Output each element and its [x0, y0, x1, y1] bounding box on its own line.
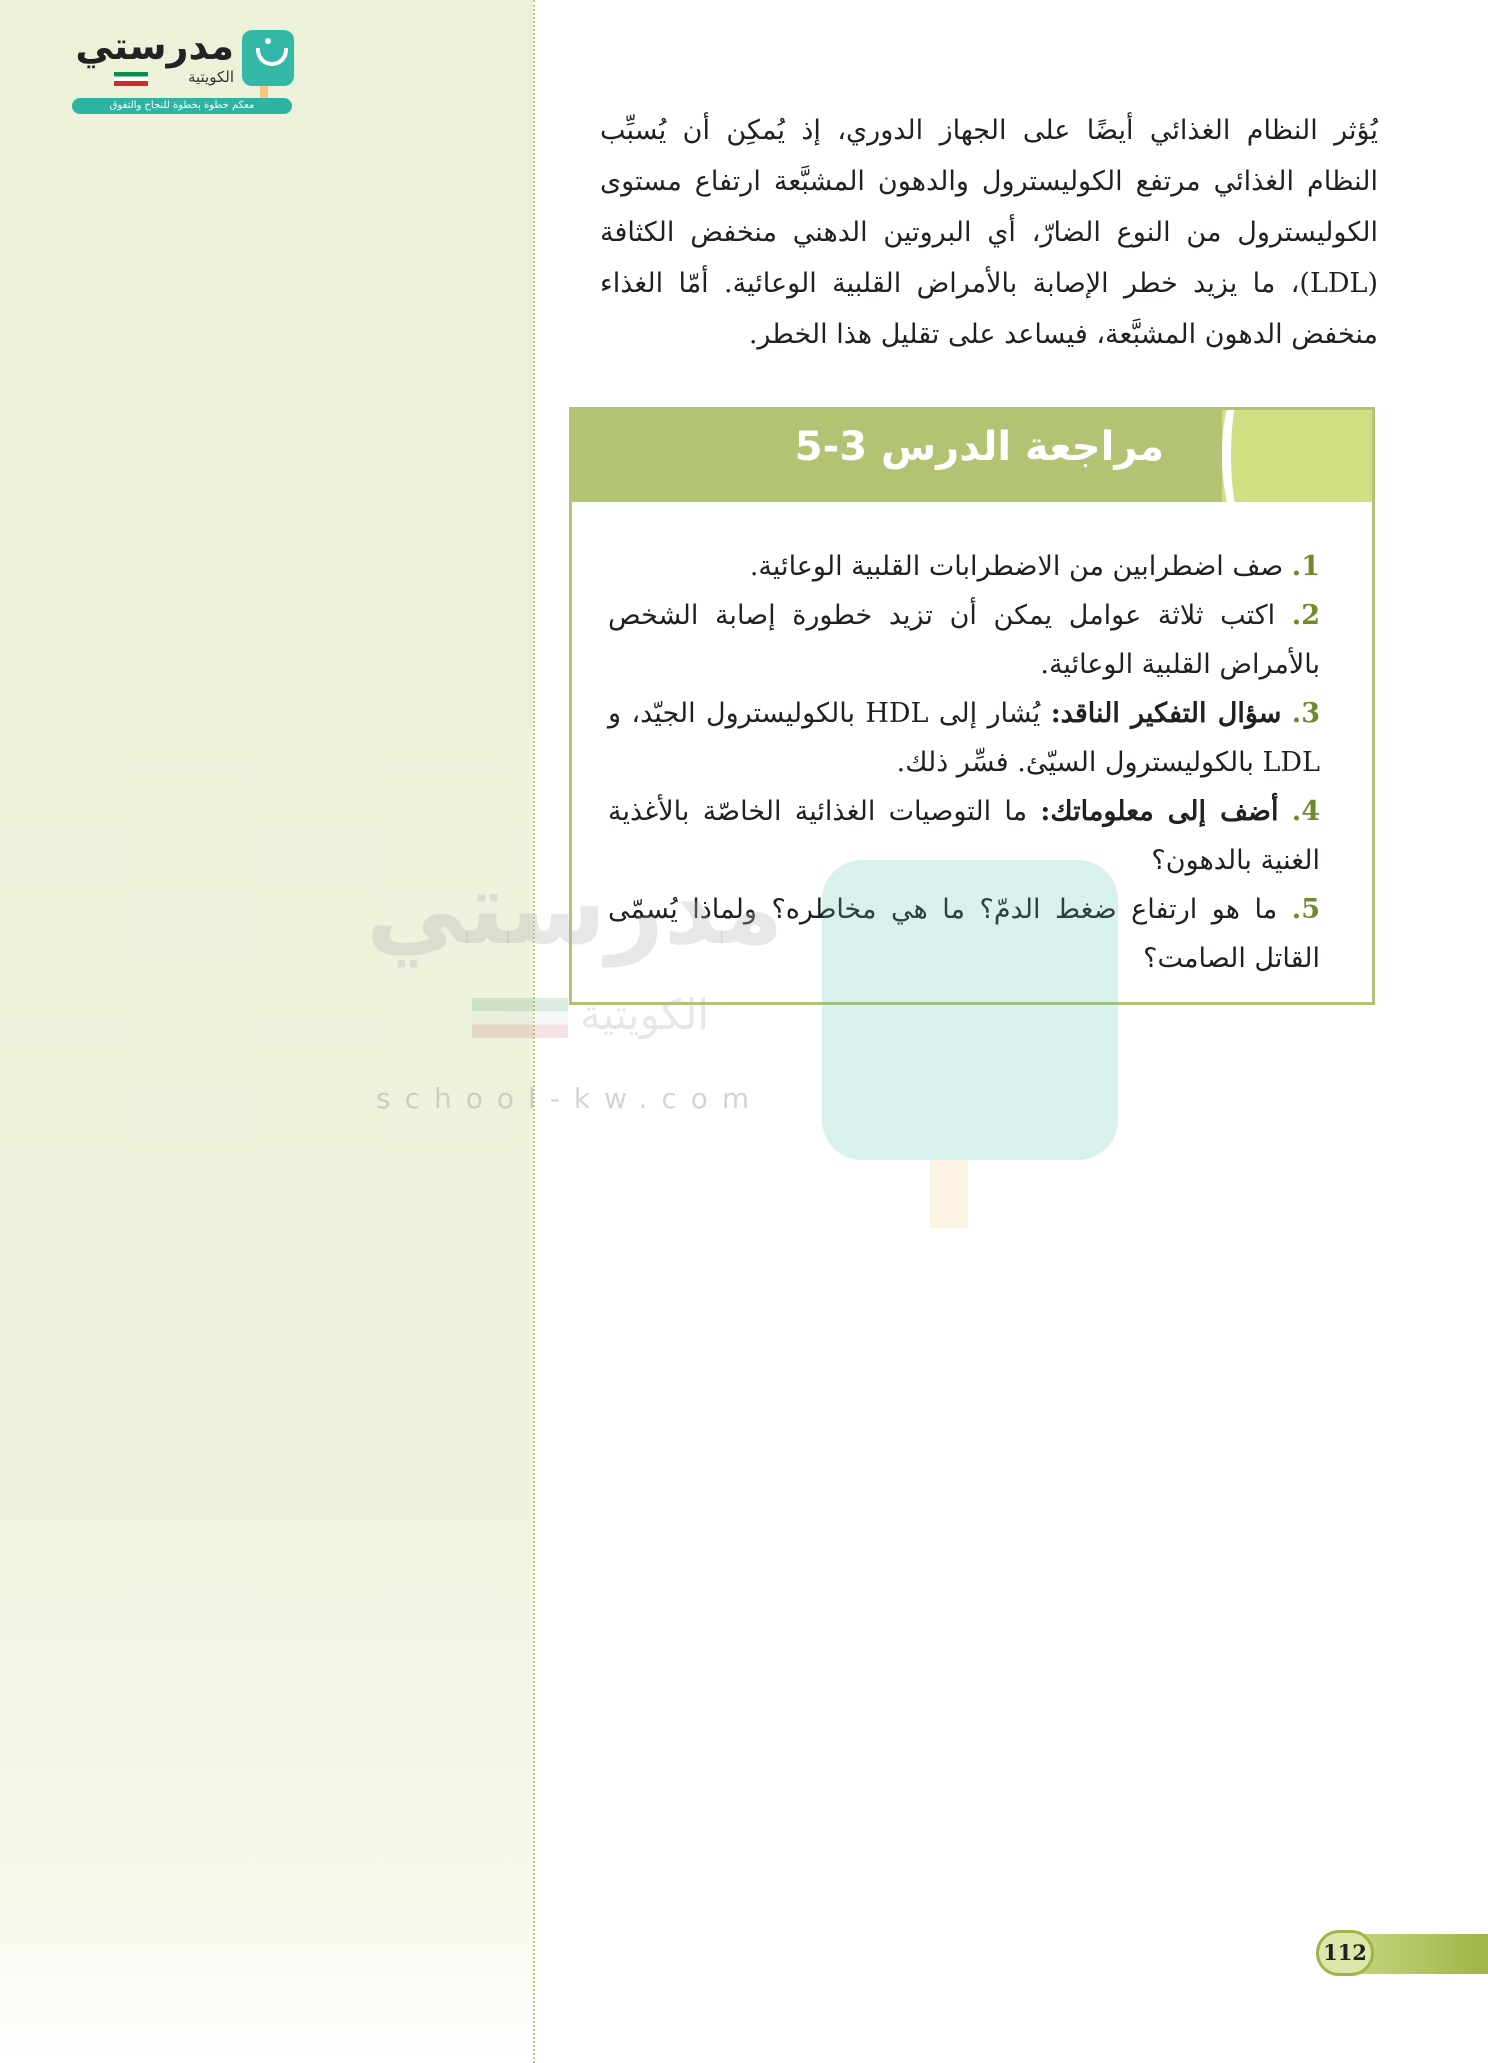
watermark-url: school-kw.com [376, 1082, 764, 1115]
question-text: صف اضطرابين من الاضطرابات القلبية الوعائية. [749, 551, 1284, 582]
book-logo-icon [242, 30, 294, 86]
question-number: 4. [1291, 796, 1320, 827]
question-text: يُشار إلى HDL بالكوليسترول الجيّد، و LDL بالكوليسترول السيّئ. فسِّر ذلك. [608, 698, 1320, 778]
question-text: ما التوصيات الغذائية الخاصّة بالأغذية الغنية بالدهون؟ [608, 796, 1320, 876]
question-label: أضف إلى معلوماتك: [1040, 796, 1279, 827]
page-number: 112 [1316, 1930, 1374, 1976]
question-label: سؤال التفكير الناقد: [1050, 698, 1282, 729]
lesson-review-box [569, 407, 1375, 1005]
question-text: ما هو ارتفاع ضغط الدمّ؟ ما هي مخاطره؟ ولماذا يُسمّى القاتل الصامت؟ [608, 894, 1320, 974]
question-number: 2. [1291, 600, 1320, 631]
review-questions-list [608, 542, 1320, 983]
watermark-brand: مدرستي [366, 850, 784, 967]
intro-paragraph: يُؤثر النظام الغذائي أيضًا على الجهاز الدوري، إذ يُمكِن أن يُسبِّب النظام الغذائي مرتفع الكوليسترول والدهون المشبَّعة ارتفاع مستوى الكوليسترول من النوع الضارّ، أي البروتين الدهني منخفض الكثافة (LDL)، ما يزيد خطر الإصابة بالأمراض القلبية الوعائية. أمّا الغذاء منخفض الدهون المشبَّعة، فيساعد على تقليل هذا الخطر. [600, 115, 1379, 350]
sidebar [0, 0, 533, 2063]
watermark-country: الكويتية [580, 990, 709, 1039]
question-number: 3. [1291, 698, 1320, 729]
review-question-2 [608, 591, 1320, 689]
logo-brand-text: مدرستي [75, 24, 234, 68]
question-text: اكتب ثلاثة عوامل يمكن أن تزيد خطورة إصابة الشخص بالأمراض القلبية الوعائية. [608, 600, 1320, 680]
review-question-5 [608, 885, 1320, 983]
sidebar-dotted-divider [533, 0, 535, 2063]
review-question-1 [608, 542, 1320, 591]
question-number: 1. [1291, 551, 1320, 582]
lesson-review-header [572, 410, 1372, 502]
logo-country-text: الكويتية [187, 68, 234, 86]
question-number: 5. [1291, 894, 1320, 925]
logo-tagline: معكم خطوة بخطوة للنجاح والتفوق [72, 98, 292, 114]
kuwait-flag-icon [114, 72, 148, 86]
site-logo[interactable] [68, 24, 298, 118]
lesson-review-title: مراجعة الدرس 3-5 [794, 424, 1164, 470]
review-question-4 [608, 787, 1320, 885]
review-question-3 [608, 689, 1320, 787]
header-curve-decoration [1222, 410, 1372, 502]
